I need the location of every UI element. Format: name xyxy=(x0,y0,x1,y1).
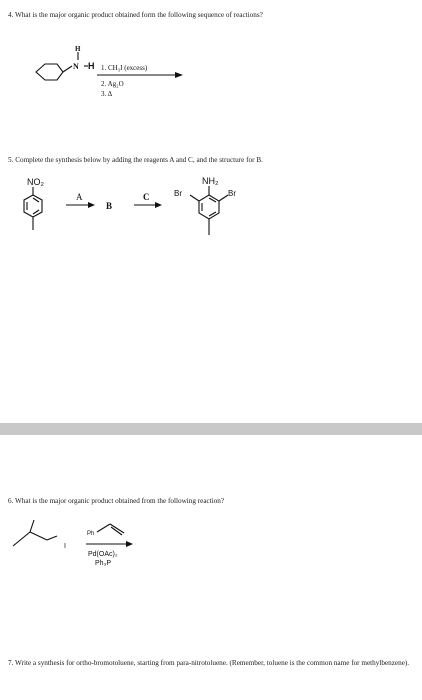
aromatic-double-3 xyxy=(33,210,39,214)
q4-reagent-1: 1. CH₃I (excess) xyxy=(101,64,148,72)
q4-reagent-2: 2. Ag₂O xyxy=(101,80,124,88)
amine-h-label: H xyxy=(75,45,81,53)
amine-h2-label: H xyxy=(88,61,95,71)
br-right-bond xyxy=(219,195,228,201)
arrow-a-head xyxy=(88,202,95,208)
nitro-group-label: NO₂ xyxy=(27,177,44,187)
aromatic-double-2 xyxy=(33,198,39,202)
arrow-c-head xyxy=(155,202,162,208)
amino-group-label: NH₂ xyxy=(202,176,219,186)
q4-reagent-3: 3. Δ xyxy=(101,90,113,98)
br-left-bond xyxy=(190,195,199,201)
question-5-prompt: 5. Complete the synthesis below by adding the reagents A and C, and the structure for B. xyxy=(8,156,263,164)
bromine-left-label: Br xyxy=(174,189,182,198)
intermediate-b-label: B xyxy=(106,201,113,211)
q5-product xyxy=(190,186,228,235)
q5-starting-material xyxy=(24,187,42,230)
q6-alkyl-iodide xyxy=(13,520,57,546)
question-6-prompt: 6. What is the major organic product obtained from the following reaction? xyxy=(8,497,225,505)
reagent-a-label: A xyxy=(76,192,83,202)
q4-cyclohexylmethylamine xyxy=(36,52,88,80)
catalyst-label: Pd(OAc)₂ xyxy=(88,551,118,558)
q6-arrowhead xyxy=(126,541,133,547)
iodide-label: I xyxy=(64,543,66,550)
amine-n-label: N xyxy=(73,62,79,71)
reagent-c-label: C xyxy=(143,192,150,202)
phenyl-label: Ph xyxy=(87,531,95,537)
ligand-label: Ph₃P xyxy=(95,560,112,567)
ring-to-nitrogen-bond xyxy=(63,66,72,72)
q6-styrene xyxy=(97,524,124,535)
cyclohexane-ring xyxy=(36,64,63,80)
question-4-prompt: 4. What is the major organic product obtained form the following sequence of reactions? xyxy=(8,11,263,19)
bromine-right-label: Br xyxy=(228,189,236,198)
q4-arrowhead xyxy=(175,72,183,78)
question-7-prompt: 7. Write a synthesis for ortho-bromotoluene, starting from para-nitrotoluene. (Remember, toluene is the common name for methylbenzene). xyxy=(8,659,410,667)
